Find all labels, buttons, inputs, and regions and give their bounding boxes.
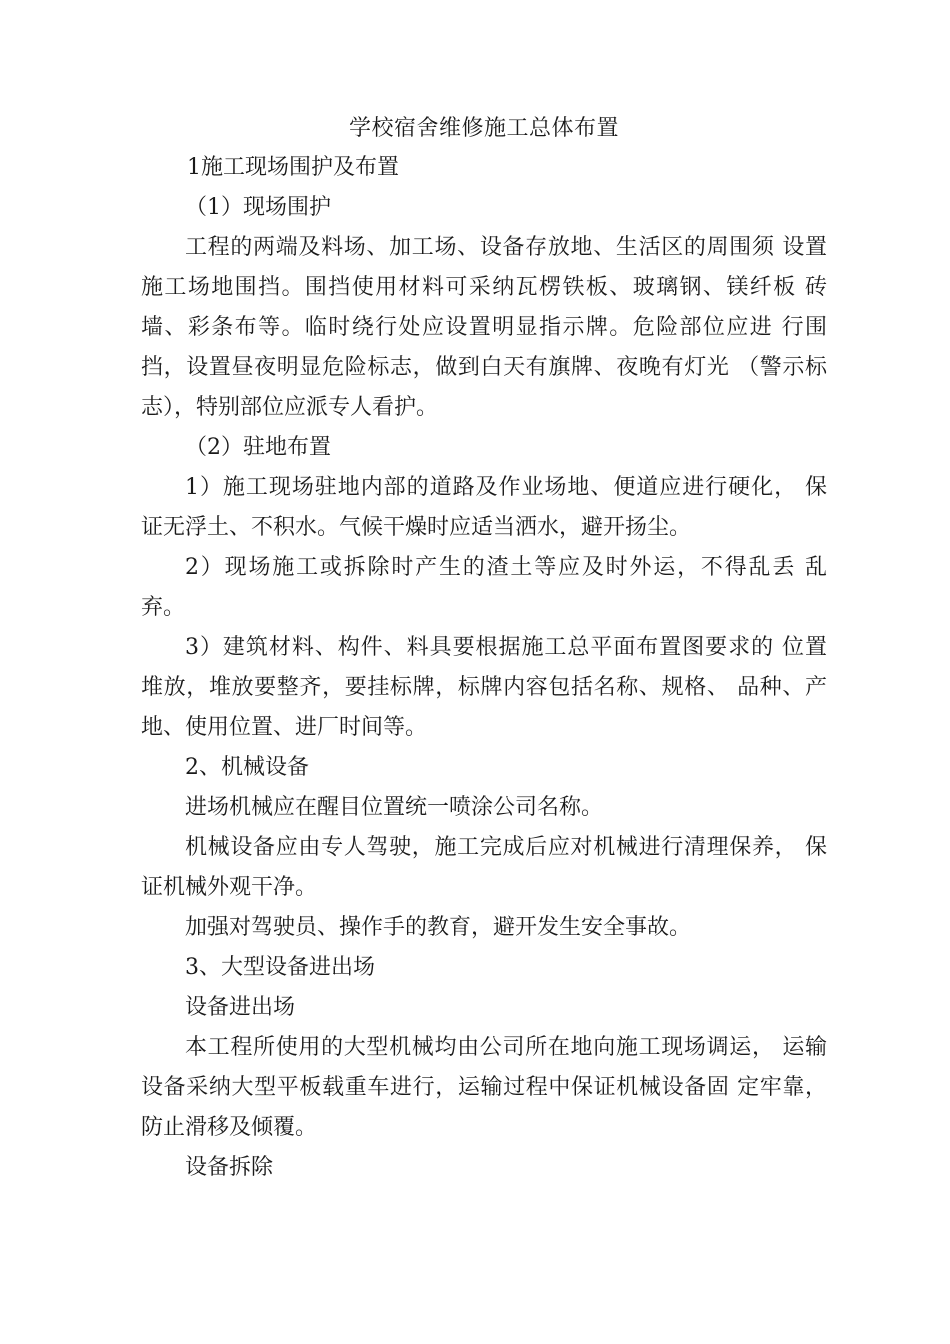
text-line: 机械设备应由专人驾驶，施工完成后应对机械进行清理保养， 保 xyxy=(185,835,827,860)
text-line: 1施工现场围护及布置 xyxy=(187,155,399,180)
text-line: 设备拆除 xyxy=(185,1155,274,1180)
section-heading-1 xyxy=(141,148,827,188)
text-line: 2、机械设备 xyxy=(185,755,309,780)
subsection-heading-equipment-transport xyxy=(141,988,827,1028)
text-line: 3）建筑材料、构件、料具要根据施工总平面布置图要求的 位置 xyxy=(185,635,827,660)
text-line: （2）驻地布置 xyxy=(185,435,331,460)
text-line: 进场机械应在醒目位置统一喷涂公司名称。 xyxy=(185,795,604,820)
document-body xyxy=(141,110,827,1188)
paragraph-material-stacking xyxy=(141,628,827,748)
text-line: 设备采纳大型平板载重车进行，运输过程中保证机械设备固 定牢靠， xyxy=(141,1075,827,1100)
section-heading-3 xyxy=(141,948,827,988)
text-line: 志），特别部位应派专人看护。 xyxy=(141,395,439,420)
text-line: 证机械外观干净。 xyxy=(141,875,318,900)
section-heading-2 xyxy=(141,748,827,788)
text-line: 本工程所使用的大型机械均由公司所在地向施工现场调运， 运输 xyxy=(185,1035,827,1060)
paragraph-waste-removal xyxy=(141,548,827,628)
text-line: 证无浮土、不积水。气候干燥时应适当洒水，避开扬尘。 xyxy=(141,515,692,540)
text-line: 堆放，堆放要整齐，要挂标牌，标牌内容包括名称、规格、 品种、产 xyxy=(141,675,827,700)
subsection-heading-equipment-removal xyxy=(141,1148,827,1188)
document-title: 学校宿舍维修施工总体布置 xyxy=(348,116,619,141)
subsection-heading-camp-layout xyxy=(141,428,827,468)
text-line: 3、大型设备进出场 xyxy=(185,955,375,980)
text-line: 工程的两端及料场、加工场、设备存放地、生活区的周围须 设置 xyxy=(185,235,827,260)
subsection-heading-site-enclosure xyxy=(141,188,827,228)
paragraph-operator-training xyxy=(141,908,827,948)
paragraph-machine-paint xyxy=(141,788,827,828)
text-line: 挡，设置昼夜明显危险标志，做到白天有旗牌、夜晚有灯光 （警示标 xyxy=(141,355,827,380)
text-line: 设备进出场 xyxy=(185,995,296,1020)
paragraph-site-enclosure xyxy=(141,228,827,428)
text-line: 地、使用位置、进厂时间等。 xyxy=(141,715,428,740)
text-line: 防止滑移及倾覆。 xyxy=(141,1115,318,1140)
paragraph-machine-maintenance xyxy=(141,828,827,908)
text-line: 加强对驾驶员、操作手的教育，避开发生安全事故。 xyxy=(185,915,692,940)
text-line: 墙、彩条布等。临时绕行处应设置明显指示牌。危险部位应进 行围 xyxy=(141,315,827,340)
text-line: 2）现场施工或拆除时产生的渣土等应及时外运，不得乱丢 乱 xyxy=(185,555,827,580)
text-line: 弃。 xyxy=(141,595,186,620)
text-line: 1）施工现场驻地内部的道路及作业场地、便道应进行硬化， 保 xyxy=(185,475,827,500)
text-line: （1）现场围护 xyxy=(185,195,331,220)
paragraph-equipment-transport xyxy=(141,1028,827,1148)
paragraph-camp-roads xyxy=(141,468,827,548)
text-line: 施工场地围挡。围挡使用材料可采纳瓦楞铁板、玻璃钢、镁纤板 砖 xyxy=(141,275,827,300)
